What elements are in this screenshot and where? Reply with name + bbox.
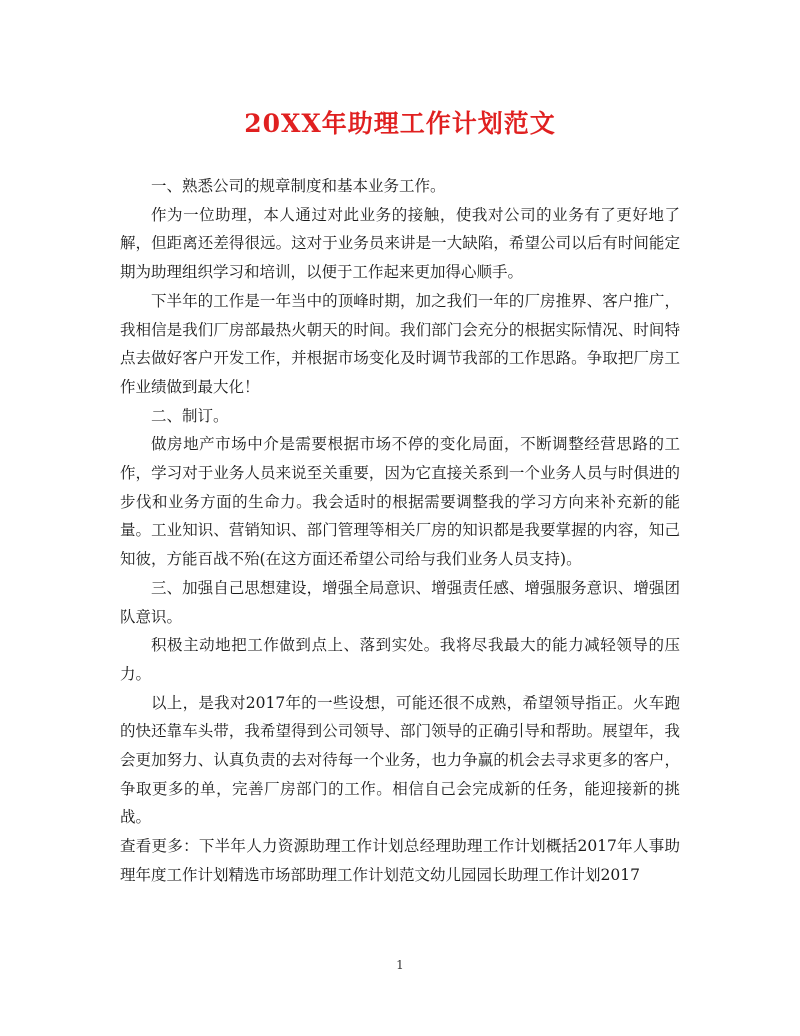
- document-body: [120, 172, 680, 890]
- paragraph-section-two-heading: 二、制订。: [151, 406, 229, 425]
- paragraph-real-estate-learning: 做房地产市场中介是需要根据市场不停的变化局面，不断调整经营思路的工作，学习对于业务人员来说至关重要，因为它直接关系到一个业务人员与时俱进的步伐和业务方面的生命力。我会适时的根据需要调整我的学习方向来补充新的能量。工业知识、营销知识、部门管理等相关厂房的知识都是我要掌握的内容，知己知彼，方能百战不殆(在这方面还希望公司给与我们业务人员支持)。: [120, 435, 680, 569]
- paragraph-section-one-heading: 一、熟悉公司的规章制度和基本业务工作。: [151, 177, 446, 195]
- paragraph-section-three-heading: 三、加强自己思想建设，增强全局意识、增强责任感、增强服务意识、增强团队意识。: [120, 578, 680, 626]
- document-title: 20XX年助理工作计划范文: [244, 109, 556, 138]
- paragraph-second-half-work: 下半年的工作是一年当中的顶峰时期，加之我们一年的厂房推界、客户推广，我相信是我们厂房部最热火朝天的时间。我们部门会充分的根据实际情况、时间特点去做好客户开发工作，并根据市场变化及时调节我部的工作思路。争取把厂房工作业绩做到最大化！: [120, 291, 680, 396]
- page-number: 1: [396, 958, 404, 972]
- paragraph-proactive-work: 积极主动地把工作做到点上、落到实处。我将尽我最大的能力减轻领导的压力。: [120, 636, 680, 683]
- see-more-links[interactable]: 查看更多：下半年人力资源助理工作计划总经理助理工作计划概括2017年人事助理年度工作计划精选市场部助理工作计划范文幼儿园园长助理工作计划2017: [120, 837, 680, 884]
- paragraph-conclusion: 以上，是我对2017年的一些设想，可能还很不成熟，希望领导指正。火车跑的快还靠车头带，我希望得到公司领导、部门领导的正确引导和帮助。展望年，我会更加努力、认真负责的去对待每一个业务，也力争赢的机会去寻求更多的客户，争取更多的单，完善厂房部门的工作。相信自己会完成新的任务，能迎接新的挑战。: [120, 693, 680, 827]
- paragraph-assistant-learning: 作为一位助理，本人通过对此业务的接触，使我对公司的业务有了更好地了解，但距离还差得很远。这对于业务员来讲是一大缺陷，希望公司以后有时间能定期为助理组织学习和培训，以便于工作起来更加得心顺手。: [120, 205, 680, 282]
